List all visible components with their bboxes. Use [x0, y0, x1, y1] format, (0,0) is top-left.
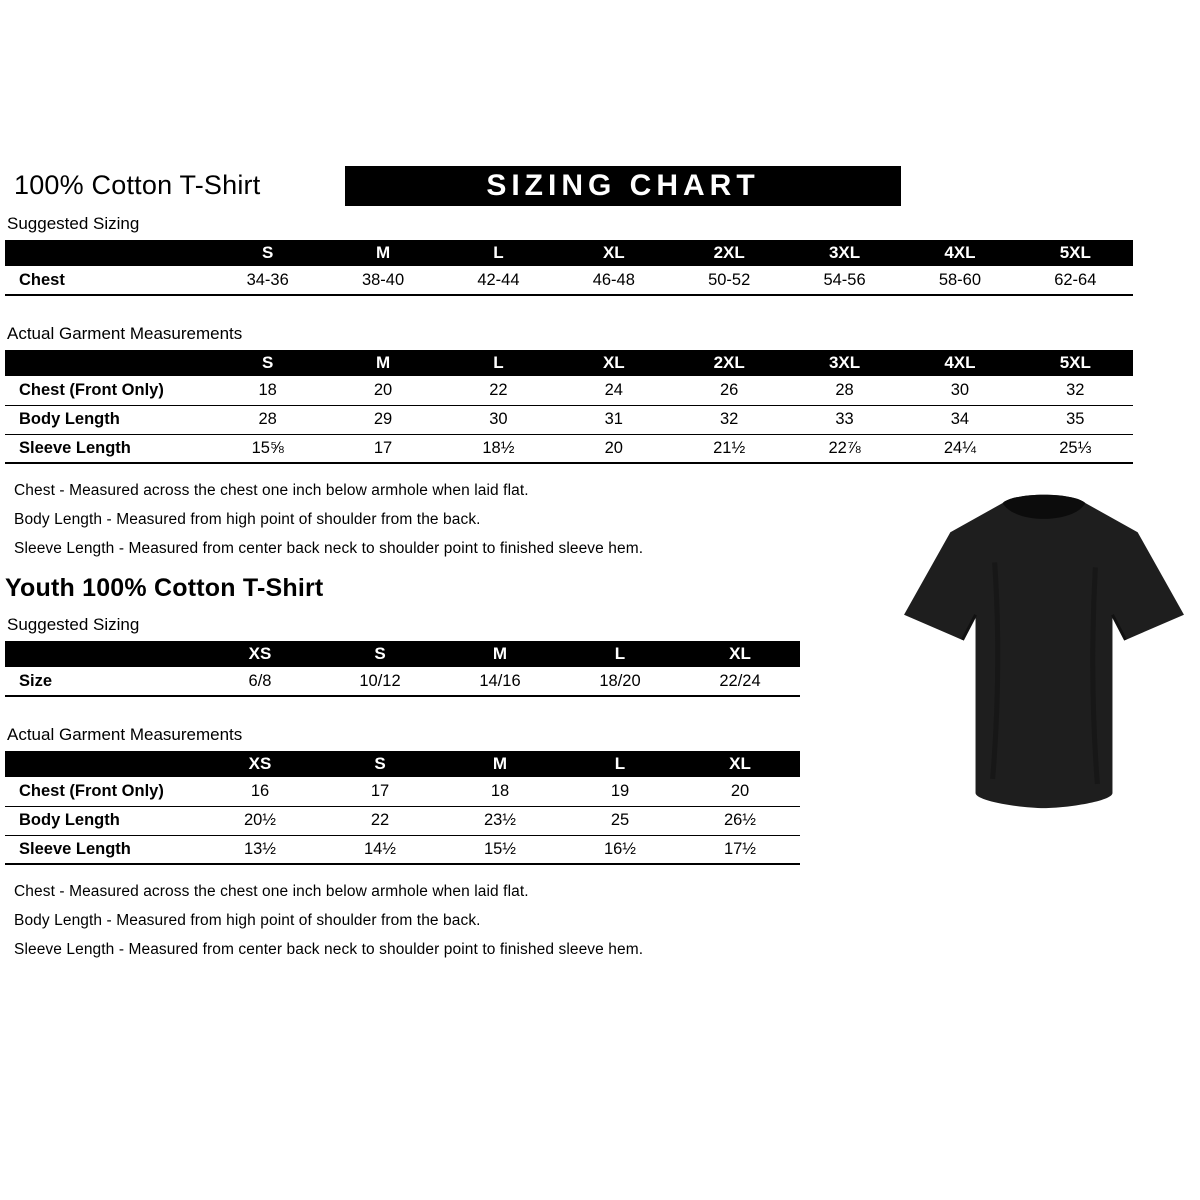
table-cell: 58-60 [902, 266, 1017, 295]
column-header: 2XL [672, 350, 787, 376]
table-cell: 22⅞ [787, 434, 902, 463]
table-cell: 32 [672, 405, 787, 434]
table-cell: 28 [210, 405, 325, 434]
table-cell: 22 [441, 376, 556, 405]
table-cell: 42-44 [441, 266, 556, 295]
column-header: XS [200, 751, 320, 777]
table-cell: 20½ [200, 806, 320, 835]
adult-suggested-sizing-table [5, 240, 1195, 296]
table-cell: 16½ [560, 835, 680, 864]
column-header: L [560, 641, 680, 667]
table-row [5, 835, 800, 864]
table-row [5, 434, 1133, 463]
row-label: Body Length [5, 405, 210, 434]
table-cell: 26 [672, 376, 787, 405]
table-cell: 24 [556, 376, 671, 405]
note-chest: Chest - Measured across the chest one inch below armhole when laid flat. [14, 482, 529, 499]
table-row [5, 806, 800, 835]
table-cell: 15⅝ [210, 434, 325, 463]
note-chest: Chest - Measured across the chest one inch below armhole when laid flat. [14, 883, 529, 900]
table-row [5, 777, 800, 806]
table-row [5, 667, 800, 696]
column-header: 4XL [902, 240, 1017, 266]
row-label: Chest (Front Only) [5, 777, 200, 806]
table-cell: 62-64 [1018, 266, 1133, 295]
table-cell: 18 [210, 376, 325, 405]
row-label: Chest [5, 266, 210, 295]
table-row [5, 405, 1133, 434]
sizing-chart-banner [345, 166, 901, 206]
table-cell: 38-40 [325, 266, 440, 295]
column-header: L [560, 751, 680, 777]
header-corner-cell [5, 240, 210, 266]
table-cell: 18 [440, 777, 560, 806]
size-table [5, 240, 1133, 296]
row-label: Size [5, 667, 200, 696]
table-cell: 17 [320, 777, 440, 806]
column-header: M [325, 240, 440, 266]
tshirt-body [904, 495, 1184, 808]
column-header: 5XL [1018, 350, 1133, 376]
adult-section-title: 100% Cotton T-Shirt [14, 170, 261, 200]
header-corner-cell [5, 751, 200, 777]
youth-actual-measurements-label: Actual Garment Measurements [7, 725, 243, 744]
table-cell: 24¼ [902, 434, 1017, 463]
column-header: M [325, 350, 440, 376]
column-header: 5XL [1018, 240, 1133, 266]
column-header: 3XL [787, 240, 902, 266]
column-header: L [441, 350, 556, 376]
column-header: S [210, 240, 325, 266]
youth-suggested-sizing-label: Suggested Sizing [7, 615, 140, 634]
note-body-length: Body Length - Measured from high point of shoulder from the back. [14, 511, 481, 528]
table-cell: 14½ [320, 835, 440, 864]
column-header: S [320, 751, 440, 777]
column-header: M [440, 751, 560, 777]
column-header: S [320, 641, 440, 667]
table-cell: 26½ [680, 806, 800, 835]
table-cell: 17½ [680, 835, 800, 864]
column-header: 2XL [672, 240, 787, 266]
table-cell: 30 [441, 405, 556, 434]
table-row [5, 266, 1133, 295]
table-cell: 21½ [672, 434, 787, 463]
table-cell: 50-52 [672, 266, 787, 295]
table-cell: 20 [680, 777, 800, 806]
table-cell: 23½ [440, 806, 560, 835]
top-row [0, 166, 1200, 208]
header-corner-cell [5, 350, 210, 376]
table-cell: 30 [902, 376, 1017, 405]
column-header: XS [200, 641, 320, 667]
table-cell: 54-56 [787, 266, 902, 295]
table-cell: 25⅓ [1018, 434, 1133, 463]
table-cell: 17 [325, 434, 440, 463]
table-cell: 14/16 [440, 667, 560, 696]
note-body-length: Body Length - Measured from high point of shoulder from the back. [14, 912, 481, 929]
table-cell: 20 [325, 376, 440, 405]
adult-actual-measurements-label: Actual Garment Measurements [7, 324, 243, 343]
table-cell: 34-36 [210, 266, 325, 295]
column-header: 4XL [902, 350, 1017, 376]
table-cell: 22/24 [680, 667, 800, 696]
row-label: Chest (Front Only) [5, 376, 210, 405]
header-row [5, 350, 1133, 376]
table-cell: 31 [556, 405, 671, 434]
table-cell: 15½ [440, 835, 560, 864]
column-header: L [441, 240, 556, 266]
row-label: Body Length [5, 806, 200, 835]
row-label: Sleeve Length [5, 434, 210, 463]
table-cell: 18½ [441, 434, 556, 463]
table-cell: 32 [1018, 376, 1133, 405]
size-table [5, 751, 800, 865]
table-row [5, 376, 1133, 405]
sizing-chart-banner-text: SIZING CHART [486, 169, 760, 202]
table-cell: 6/8 [200, 667, 320, 696]
column-header: XL [556, 240, 671, 266]
table-cell: 20 [556, 434, 671, 463]
header-row [5, 641, 800, 667]
note-sleeve-length: Sleeve Length - Measured from center back neck to shoulder point to finished sleeve hem. [14, 540, 644, 557]
table-cell: 19 [560, 777, 680, 806]
adult-suggested-sizing-label: Suggested Sizing [7, 214, 140, 233]
table-cell: 28 [787, 376, 902, 405]
table-cell: 46-48 [556, 266, 671, 295]
header-row [5, 751, 800, 777]
size-table [5, 350, 1133, 464]
table-cell: 16 [200, 777, 320, 806]
column-header: M [440, 641, 560, 667]
column-header: XL [556, 350, 671, 376]
table-cell: 35 [1018, 405, 1133, 434]
header-corner-cell [5, 641, 200, 667]
table-cell: 33 [787, 405, 902, 434]
tshirt-product-image [898, 474, 1190, 822]
table-cell: 29 [325, 405, 440, 434]
table-cell: 25 [560, 806, 680, 835]
table-cell: 18/20 [560, 667, 680, 696]
column-header: 3XL [787, 350, 902, 376]
table-cell: 13½ [200, 835, 320, 864]
column-header: XL [680, 641, 800, 667]
table-cell: 22 [320, 806, 440, 835]
column-header: XL [680, 751, 800, 777]
table-cell: 34 [902, 405, 1017, 434]
size-table [5, 641, 800, 697]
row-label: Sleeve Length [5, 835, 200, 864]
column-header: S [210, 350, 325, 376]
note-sleeve-length: Sleeve Length - Measured from center back neck to shoulder point to finished sleeve hem. [14, 941, 644, 958]
black-tshirt-graphic [898, 474, 1190, 822]
youth-notes [5, 883, 1195, 959]
header-row [5, 240, 1133, 266]
table-cell: 10/12 [320, 667, 440, 696]
adult-actual-measurements-table [5, 350, 1195, 464]
youth-section-title: Youth 100% Cotton T-Shirt [5, 574, 324, 602]
